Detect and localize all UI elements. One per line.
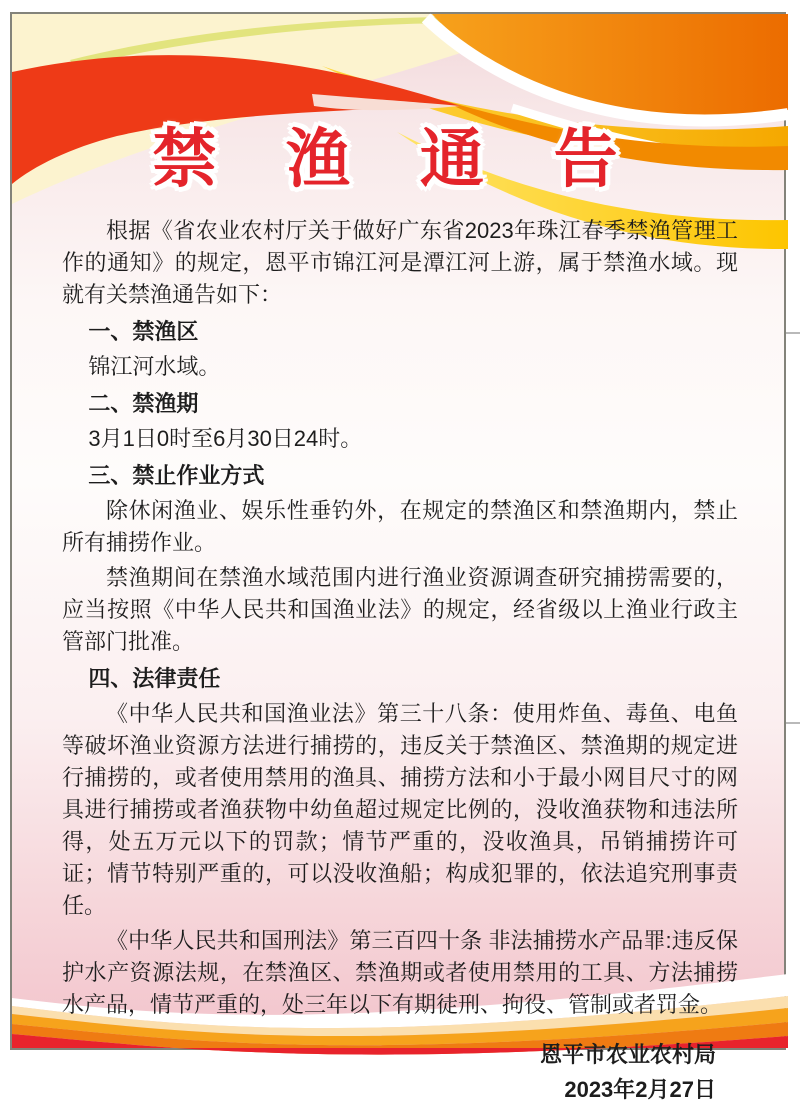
section-2-paragraph: 3月1日0时至6月30日24时。 xyxy=(88,426,363,451)
section-1-heading: 一、禁渔区 xyxy=(88,319,199,344)
section-4-paragraph-2: 《中华人民共和国刑法》第三百四十条 非法捕捞水产品罪:违反保护水产资源法规，在禁渔区、禁渔期或者使用禁用的工具、方法捕捞水产品，情节严重的，处三年以下有期徒刑、拘役、管制或者罚金。 xyxy=(62,928,738,1017)
issuer-name: 恩平市农业农村局 xyxy=(539,1042,716,1067)
section-3-paragraph-2: 禁渔期间在禁渔水域范围内进行渔业资源调查研究捕捞需要的，应当按照《中华人民共和国渔业法》的规定，经省级以上渔业行政主管部门批准。 xyxy=(62,565,738,654)
page-title: 禁 渔 通 告 xyxy=(152,123,644,195)
issue-date: 2023年2月27日 xyxy=(564,1077,716,1102)
section-4-heading: 四、法律责任 xyxy=(88,666,221,691)
edge-artifact xyxy=(786,332,800,334)
intro-paragraph: 根据《省农业农村厅关于做好广东省2023年珠江春季禁渔管理工作的通知》的规定，恩平市锦江河是潭江河上游，属于禁渔水域。现就有关禁渔通告如下： xyxy=(62,218,738,307)
section-2-heading: 二、禁渔期 xyxy=(88,391,199,416)
section-3-heading: 三、禁止作业方式 xyxy=(88,463,265,488)
signature-block xyxy=(62,1037,738,1107)
fishing-ban-notice-poster xyxy=(10,12,786,1102)
edge-artifact xyxy=(786,722,800,724)
section-1-paragraph: 锦江河水域。 xyxy=(88,354,221,379)
section-4-paragraph-1: 《中华人民共和国渔业法》第三十八条：使用炸鱼、毒鱼、电鱼等破坏渔业资源方法进行捕捞的，违反关于禁渔区、禁渔期的规定进行捕捞的，或者使用禁用的渔具、捕捞方法和小于最小网目尺寸的网具进行捕捞或者渔获物中幼鱼超过规定比例的，没收渔获物和违法所得，处五万元以下的罚款；情节严重的，没收渔具，吊销捕捞许可证；情节特别严重的，可以没收渔船；构成犯罪的，依法追究刑事责任。 xyxy=(62,701,738,918)
section-3-paragraph-1: 除休闲渔业、娱乐性垂钓外，在规定的禁渔区和禁渔期内，禁止所有捕捞作业。 xyxy=(62,498,738,555)
